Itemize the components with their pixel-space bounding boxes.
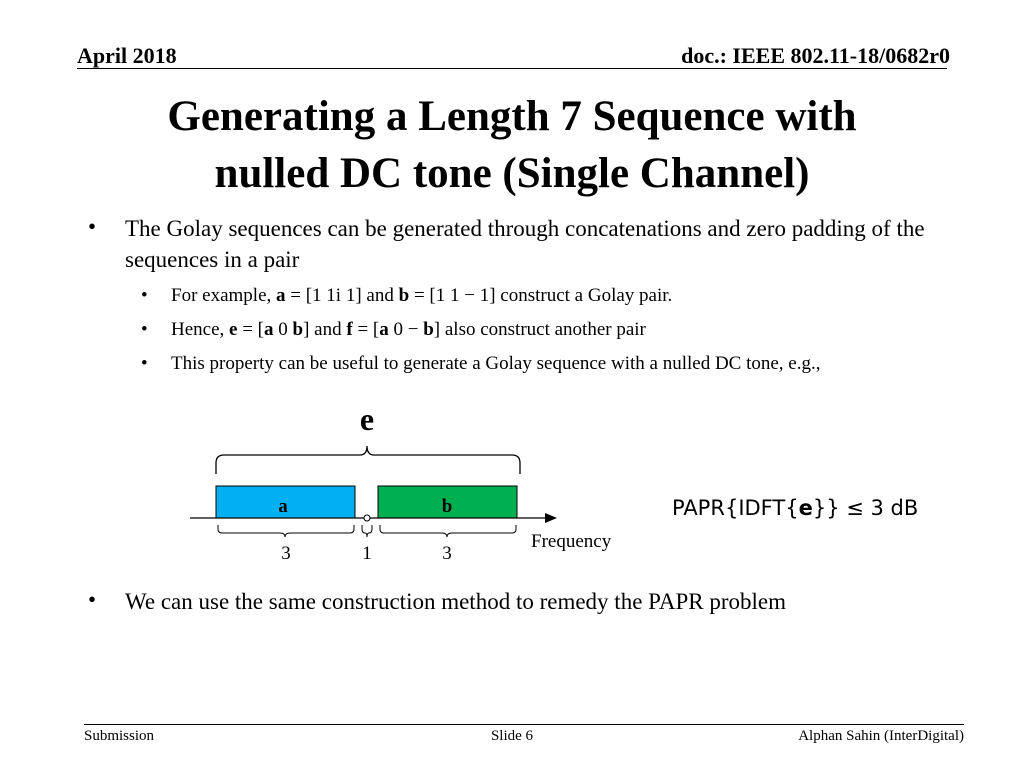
vector-f: f <box>346 319 353 340</box>
vector-b: b <box>292 319 304 340</box>
brace-label-e: e <box>359 401 375 437</box>
footer-submission: Submission <box>84 728 155 744</box>
vector-b: b <box>398 285 410 306</box>
text: = [ <box>237 319 265 340</box>
footer-divider <box>84 724 964 725</box>
null-tone-marker <box>364 515 370 521</box>
sub-bullet-marker: • <box>141 285 148 306</box>
text: ≤ 3 dB <box>839 496 919 520</box>
text: For example, <box>171 285 277 306</box>
frequency-label: Frequency <box>531 531 612 552</box>
text: = [1 1 − 1] construct a Golay pair. <box>409 285 673 306</box>
brace-null-length <box>362 525 372 537</box>
sub-bullet-marker: • <box>141 353 148 374</box>
slide-title-line2: nulled DC tone (Single Channel) <box>214 150 810 197</box>
text: ] and <box>303 319 347 340</box>
vector-a: a <box>379 319 389 340</box>
header-date: April 2018 <box>77 43 177 68</box>
bullet-golay-generation: The Golay sequences can be generated through concatenations and zero padding of the sequences in a pair <box>125 216 925 272</box>
vector-b: b <box>423 319 434 340</box>
block-b-label: b <box>441 496 453 517</box>
curly-brace <box>216 446 520 474</box>
text: }} <box>812 496 840 520</box>
block-a-label: a <box>278 496 288 517</box>
text: = [ <box>352 319 380 340</box>
bullet-marker: • <box>88 214 97 239</box>
text: Hence, <box>171 319 230 340</box>
vector-a: a <box>276 285 286 306</box>
text: 0 − <box>388 319 424 340</box>
vector-a: a <box>264 319 274 340</box>
axis-arrowhead <box>545 513 557 523</box>
length-null: 1 <box>362 543 372 564</box>
text: = [1 1i 1] and <box>285 285 399 306</box>
vector-e: e <box>229 319 238 340</box>
brace-a-length <box>218 525 354 537</box>
text: {IDFT{ <box>724 496 799 520</box>
brace-b-length <box>380 525 516 537</box>
sub-bullet-property: This property can be useful to generate a Golay sequence with a nulled DC tone, e.g., <box>171 353 821 374</box>
bullet-marker: • <box>88 587 97 612</box>
papr-equation <box>672 496 918 520</box>
length-a: 3 <box>281 543 291 564</box>
vector-e: e <box>798 496 813 520</box>
footer-slide-number: Slide 6 <box>490 728 534 744</box>
footer-author: Alphan Sahin (InterDigital) <box>798 728 964 744</box>
text: 0 <box>273 319 293 340</box>
text: PAPR <box>672 496 725 520</box>
text: ] also construct another pair <box>433 319 646 340</box>
bullet-papr-remedy: We can use the same construction method to remedy the PAPR problem <box>125 589 786 614</box>
header-doc-id: doc.: IEEE 802.11-18/0682r0 <box>681 43 950 68</box>
slide-title-line1: Generating a Length 7 Sequence with <box>167 93 857 140</box>
sub-bullet-marker: • <box>141 319 148 340</box>
length-b: 3 <box>442 543 452 564</box>
